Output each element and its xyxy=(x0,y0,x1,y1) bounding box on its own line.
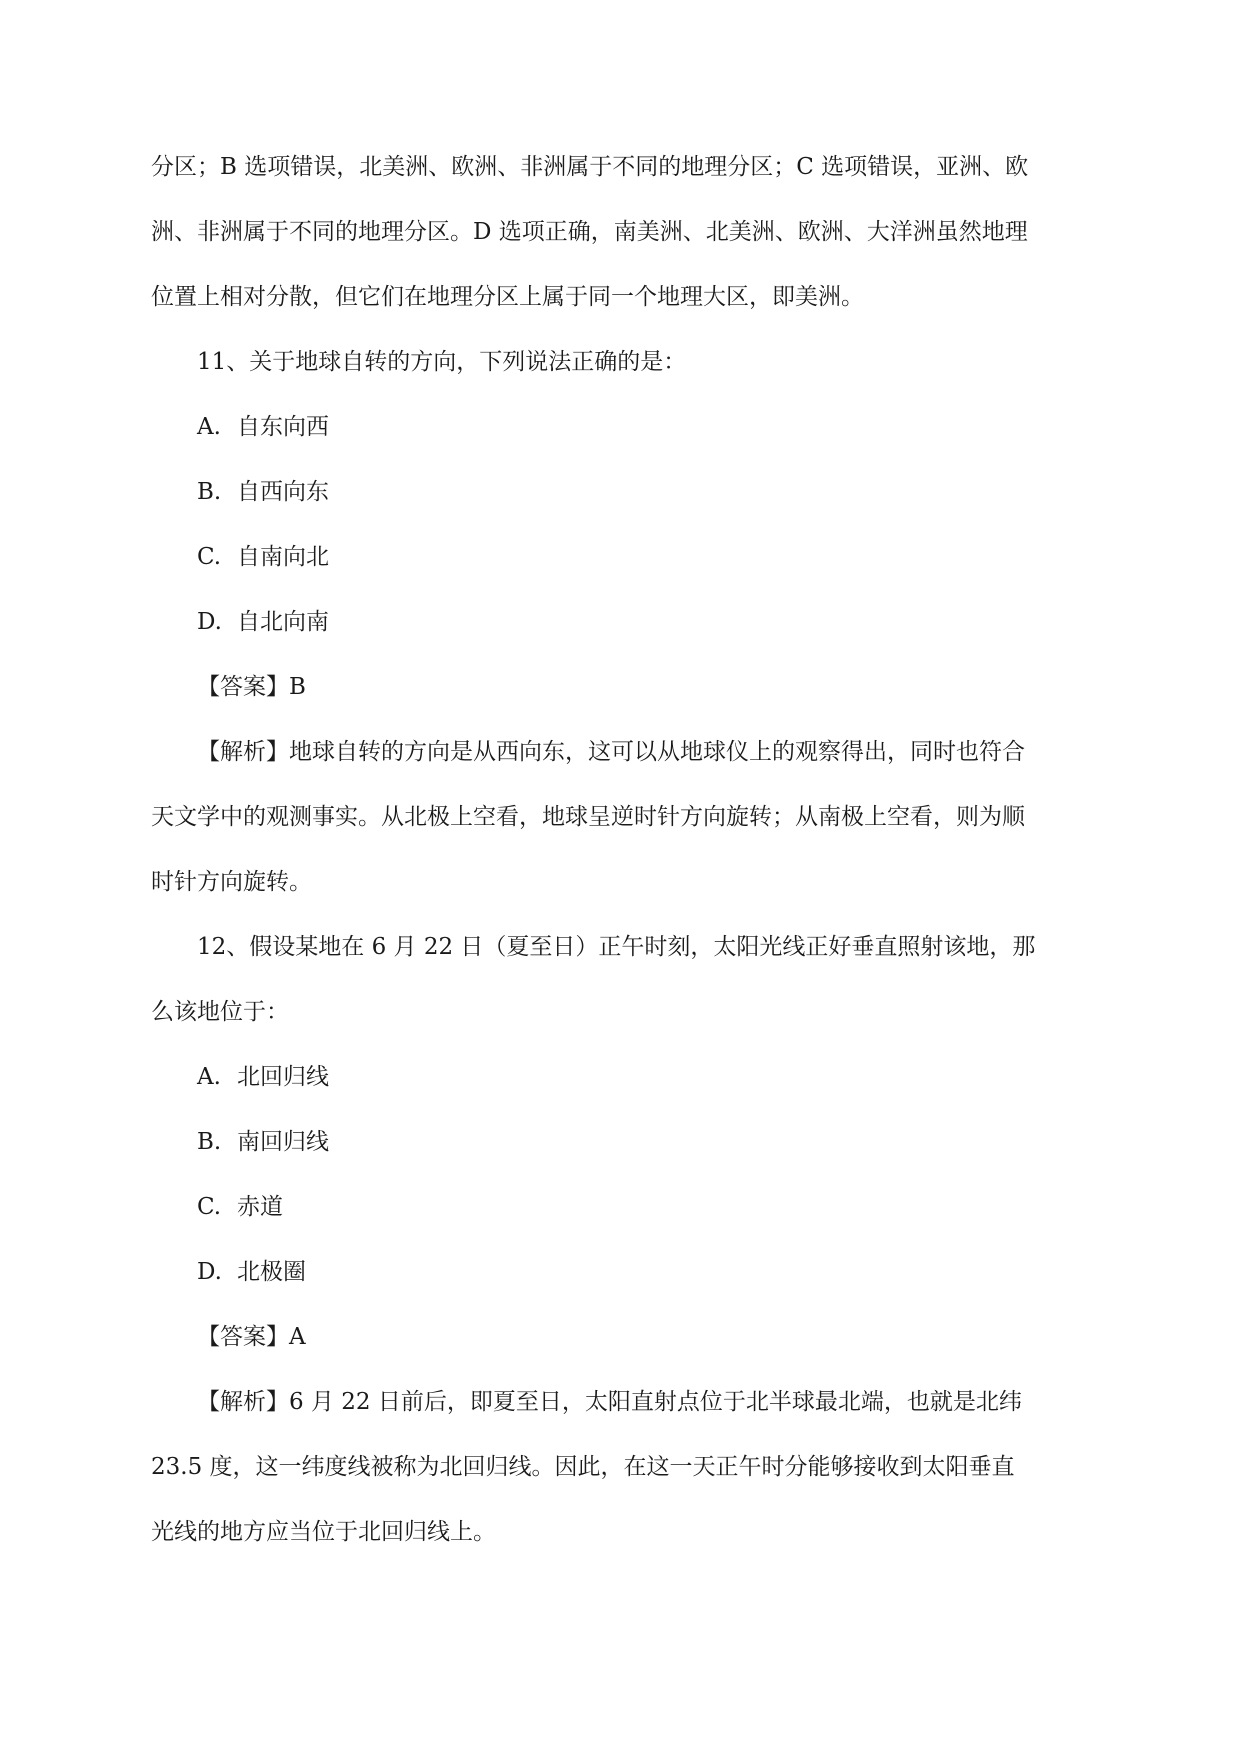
q12-explanation-line-2: 23.5 度，这一纬度线被称为北回归线。因此，在这一天正午时分能够接收到太阳垂直 xyxy=(151,1454,1015,1480)
q12-option-b xyxy=(151,1110,1091,1175)
option-letter: D. xyxy=(197,1259,222,1285)
option-text: 自北向南 xyxy=(237,609,329,635)
option-text: 北极圈 xyxy=(237,1259,306,1285)
option-text: 南回归线 xyxy=(237,1129,329,1155)
question-12-line-2: 么该地位于： xyxy=(151,999,289,1025)
q12-answer: 【答案】A xyxy=(197,1324,306,1350)
q12-option-a xyxy=(151,1045,1091,1110)
q11-explanation-line-3: 时针方向旋转。 xyxy=(151,869,312,895)
prev-explanation-line-1: 分区；B 选项错误，北美洲、欧洲、非洲属于不同的地理分区；C 选项错误，亚洲、欧 xyxy=(151,154,1029,180)
prev-explanation-line-2: 洲、非洲属于不同的地理分区。D 选项正确，南美洲、北美洲、欧洲、大洋洲虽然地理 xyxy=(151,219,1028,245)
option-letter: C. xyxy=(197,1194,222,1220)
option-text: 自东向西 xyxy=(237,414,329,440)
option-text: 赤道 xyxy=(237,1194,283,1220)
document-page xyxy=(151,135,1091,1565)
q12-explanation-line-1: 【解析】6 月 22 日前后，即夏至日，太阳直射点位于北半球最北端，也就是北纬 xyxy=(197,1389,1022,1415)
q12-option-d xyxy=(151,1240,1091,1305)
q11-option-d xyxy=(151,590,1091,655)
q11-explanation-line-2: 天文学中的观测事实。从北极上空看，地球呈逆时针方向旋转；从南极上空看，则为顺 xyxy=(151,804,1025,830)
question-12-line-1: 12、假设某地在 6 月 22 日（夏至日）正午时刻，太阳光线正好垂直照射该地，那 xyxy=(197,934,1036,960)
option-letter: D. xyxy=(197,609,222,635)
q11-option-c xyxy=(151,525,1091,590)
option-letter: A. xyxy=(197,414,221,440)
option-text: 北回归线 xyxy=(237,1064,329,1090)
q12-option-c xyxy=(151,1175,1091,1240)
option-letter: A. xyxy=(197,1064,221,1090)
option-text: 自南向北 xyxy=(237,544,329,570)
prev-explanation-line-3: 位置上相对分散，但它们在地理分区上属于同一个地理大区，即美洲。 xyxy=(151,284,864,310)
q12-explanation-line-3: 光线的地方应当位于北回归线上。 xyxy=(151,1519,496,1545)
q11-option-a xyxy=(151,395,1091,460)
option-letter: B. xyxy=(197,1129,222,1155)
option-letter: B. xyxy=(197,479,222,505)
option-letter: C. xyxy=(197,544,222,570)
q11-option-b xyxy=(151,460,1091,525)
q11-explanation-line-1: 【解析】地球自转的方向是从西向东，这可以从地球仪上的观察得出，同时也符合 xyxy=(197,739,1025,765)
q11-answer: 【答案】B xyxy=(197,674,306,700)
option-text: 自西向东 xyxy=(237,479,329,505)
question-11: 11、关于地球自转的方向，下列说法正确的是： xyxy=(197,349,687,375)
